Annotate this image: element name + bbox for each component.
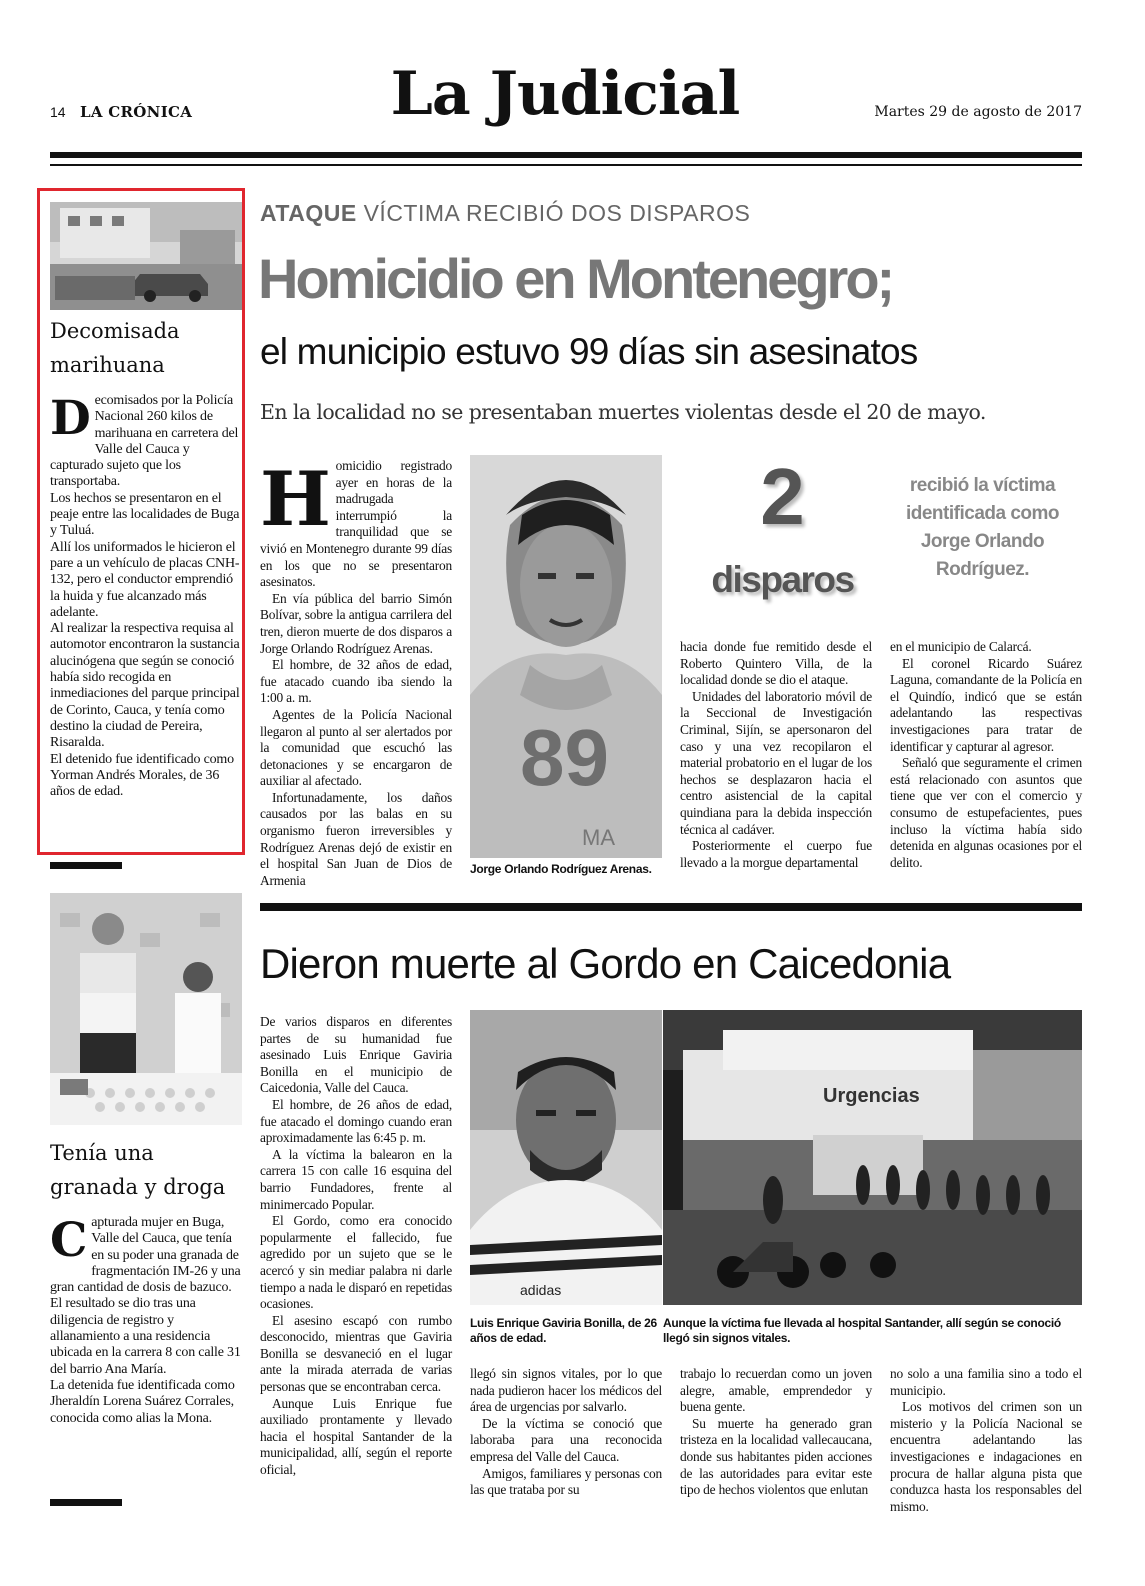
victim2-portrait-photo [470,1010,662,1305]
article2-column-3 [680,1366,872,1499]
brief-separator [50,1499,122,1506]
stat-label: disparos [711,559,854,600]
kicker-rest: VÍCTIMA RECIBIÓ DOS DISPAROS [356,200,751,226]
svg-text:MA: MA [582,825,615,850]
article1-headline-sub: el municipio estuvo 99 días sin asesinatos [260,331,918,372]
article1-paragraph: omicidio registrado ayer en horas de la madrugada interrumpió la tranquilidad que se vivió en Montenegro durante 99 días en los que no se presentaron asesinatos. [260,458,452,590]
brief2-paragraph: La detenida fue identificada como Jheraldín Lorena Suárez Corrales, conocida como alias la Mona. [50,1377,235,1426]
brief1-title: Decomisada marihuana [50,319,180,377]
article2-paragraph: Los motivos del crimen son un misterio y la Policía Nacional se encuentra adelantando las investigaciones e indagaciones en procura de hallar alguna pista que conduzca hasta los responsables del mismo. [890,1399,1082,1514]
marijuana-seizure-photo [50,202,242,310]
article2-paragraph: De varios disparos en diferentes partes de su humanidad fue asesinado Luis Enrique Gaviria Bonilla en el municipio de Caicedonia, Valle del Cauca. [260,1014,452,1096]
article2-paragraph: A la víctima la balearon en la carrera 15 con calle 16 esquina del barrio Fundadores, frente al minimercado Popular. [260,1146,452,1212]
article1-paragraph: Infortunadamente, los daños causados por las balas en su organismo fueron irreversibles y Rodríguez Arenas dejó de existir en el hospital San Juan de Dios de Armenia [260,789,452,888]
victim-photo-caption: Jorge Orlando Rodríguez Arenas. [470,862,652,876]
article2-paragraph: Amigos, familiares y personas con las que trataba por su [470,1465,662,1498]
article2-paragraph: llegó sin signos vitales, por lo que nada pudieron hacer los médicos del área de urgencias por salvarlo. [470,1366,662,1415]
publication-name: LA CRÓNICA [80,103,193,121]
brief1-paragraph: El detenido fue identificado como Yorman Andrés Morales, de 36 años de edad. [50,751,234,800]
article2-column-4 [890,1366,1082,1515]
article2-paragraph: no solo a una familia sino a todo el municipio. [890,1366,1082,1398]
brief1-dropcap: D [50,391,91,446]
article2-paragraph: Aunque Luis Enrique fue auxiliado prontamente y llevado hacia el hospital Santander de la municipalidad, allí, según el reporte oficial, [260,1395,452,1478]
page-date: Martes 29 de agosto de 2017 [874,104,1082,120]
article2-paragraph: trabajo lo recuerdan como un joven alegre, amable, emprendedor y buena gente. [680,1366,872,1415]
article1-dropcap: H [260,455,331,543]
article1-paragraph: Señaló que seguramente el crimen está relacionado con asuntos que tiene que ver con el comercio y consumo de estupefacientes, pues incluso la víctima había sido detenida en algunas ocasiones por el delito. [890,755,1082,870]
page-number: 14 [50,104,66,120]
article1-paragraph: en el municipio de Calarcá. [890,639,1032,654]
article2-paragraph: De la víctima se conoció que laboraba para una reconocida empresa del Valle del Cauca. [470,1415,662,1464]
brief2-title: Tenía una granada y droga [50,1141,226,1199]
article1-paragraph: Unidades del laboratorio móvil de la Seccional de Investigación Criminal, Sijín, se apersonaron del caso y una vez recopilaron el material probatorio en el lugar de los hechos se desplazaron hacia el centro asistencial de la capital quindiana para la debida inspección técnica al cadáver. [680,688,872,837]
article1-column-4 [890,639,1082,871]
article1-paragraph: En vía pública del barrio Simón Bolívar, sobre la antigua carrilera del tren, dieron muerte de dos disparos a Jorge Orlando Rodríguez Arenas. [260,590,452,656]
brief1-paragraph: Allí los uniformados le hicieron el pare a un vehículo de placas CNH-132, pero el conductor emprendió la huida y fue alcanzado más adelante. [50,539,240,620]
article1-column-3 [680,639,872,871]
kicker-strong: ATAQUE [260,200,357,226]
header-rule-thick [50,152,1082,158]
hospital-scene-photo [663,1010,1082,1305]
victim-portrait-photo [470,455,662,858]
article2-top-rule [260,903,1082,911]
brief2-body [50,1215,242,1427]
article1-paragraph: El coronel Ricardo Suárez Laguna, comandante de la Policía en el Quindío, indicó que se están adelantando las respectivas investigaciones para tratar de identificar y capturar al agresor. [890,655,1082,754]
article1-kicker [260,200,750,227]
brief1-paragraph: ecomisados por la Policía Nacional 260 kilos de marihuana en carretera del Valle del Cauca y capturado sujeto que los transportaba. [50,393,239,490]
article1-headline: Homicidio en Montenegro; [258,247,893,310]
svg-text:adidas: adidas [520,1282,562,1298]
stat-text: recibió la víctima identificada como Jorge Orlando Rodríguez. [905,475,1060,580]
article1-paragraph: El hombre, de 32 años de edad, fue atacado cuando iba siendo la 1:00 a. m. [260,657,452,706]
article1-paragraph: Agentes de la Policía Nacional llegaron al punto al ser alertados por la comunidad que escuchó las detonaciones y se encargaron de auxiliar al afectado. [260,706,452,789]
brief1-paragraph: Los hechos se presentaron en el peaje entre las localidades de Buga y Tuluá. [50,490,240,539]
brief2-paragraph: apturada mujer en Buga, Valle del Cauca, que tenía en su poder una granada de fragmentación IM-26 y una gran cantidad de dosis de bazuco. [50,1215,241,1296]
grenade-arrest-photo [50,893,242,1125]
article2-paragraph: Su muerte ha generado gran tristeza en la localidad vallecaucana, donde sus habitantes piden acciones de las autoridades para evitar este tipo de hechos violentos que enlutan [680,1415,872,1498]
article2-column-2 [470,1366,662,1499]
brief2-dropcap: C [50,1213,88,1268]
header-rule-thin [50,164,1082,166]
article2-paragraph: El Gordo, como era conocido popularmente el fallecido, fue agredido por un sujeto que se le acercó y sin mediar palabra ni darle tiempo a nada le disparó en repetidas ocasiones. [260,1213,452,1312]
brief1-body [50,393,242,800]
article1-deck: En la localidad no se presentaban muertes violentas desde el 20 de mayo. [260,400,986,424]
article2-paragraph: El hombre, de 26 años de edad, fue atacado el domingo cuando eran aproximadamente las 6:45 p. m. [260,1096,452,1146]
article1-paragraph: hacia donde fue remitido desde el Roberto Quintero Villa, de la localidad donde se dio el ataque. [680,639,872,688]
victim2-photo-caption: Luis Enrique Gaviria Bonilla, de 26 años de edad. [470,1316,657,1345]
svg-text:89: 89 [520,713,609,802]
article2-headline: Dieron muerte al Gordo en Caicedonia [260,940,951,987]
hospital-photo-caption: Aunque la víctima fue llevada al hospital Santander, allí según se conoció llegó sin signos vitales. [663,1316,1061,1345]
brief-separator [50,862,122,869]
article2-column-1 [260,1014,452,1479]
article1-paragraph: Posteriormente el cuerpo fue llevado a la morgue departamental [680,838,872,870]
article2-paragraph: El asesino escapó con rumbo desconocido, mientras que Gaviria Bonilla se desvaneció en el lugar ante la mirada aterrada de varias personas que se encontraban cerca. [260,1312,452,1395]
stat-number: 2 [760,452,805,541]
section-title: La Judicial [390,59,740,129]
brief2-paragraph: El resultado se dio tras una diligencia de registro y allanamiento a una residencia ubicada en la carrera 8 con calle 31 del barrio Ana María. [50,1296,241,1377]
urgencias-sign: Urgencias [823,1085,920,1107]
article1-column-1 [260,455,452,889]
brief1-paragraph: Al realizar la respectiva requisa al automotor encontraron la sustancia alucinógena que según se conoció había sido recogida en inmediaciones del parque principal de Corinto, Cauca, y tenía como destino la ciudad de Pereira, Risaralda. [50,621,240,751]
